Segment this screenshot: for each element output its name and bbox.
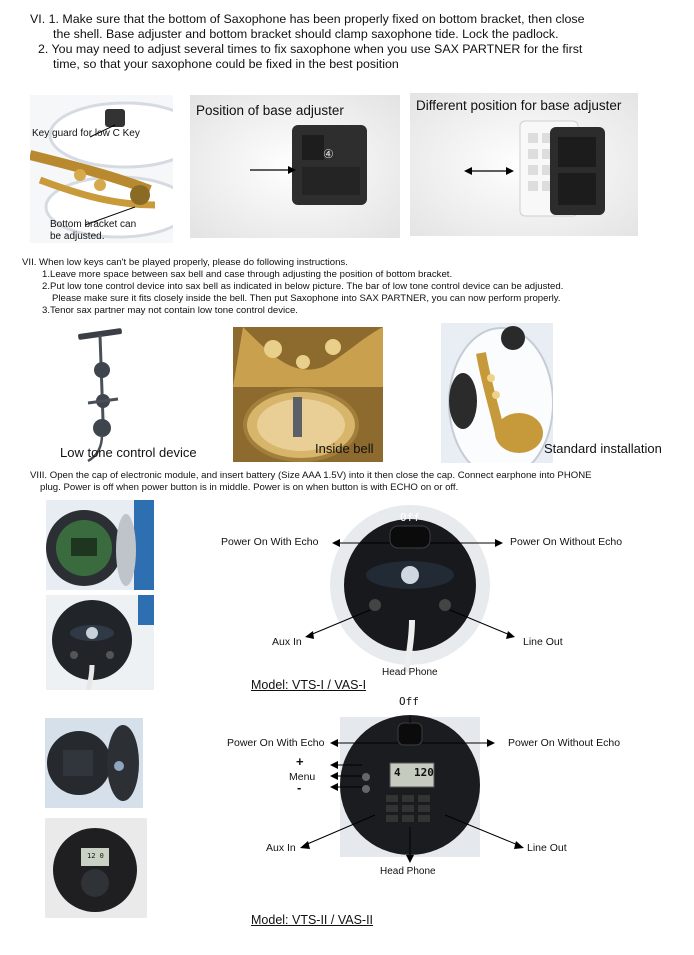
- section-7-item-2b: Please make sure it fits closely inside the bell. Then put Saxophone into SAX PARTNER, you can now perform properly.: [52, 293, 561, 304]
- module-2-menu-label: Menu: [289, 771, 316, 783]
- module-open-illustration-1: [46, 500, 154, 590]
- low-tone-device-photo: [50, 325, 220, 465]
- standard-installation-illustration: [441, 323, 553, 463]
- low-tone-device-illustration: [50, 325, 220, 465]
- module-2-head-phone-label: Head Phone: [380, 866, 436, 877]
- module-open-photo-1: [46, 500, 154, 590]
- module-open-illustration-2: [45, 718, 143, 808]
- section-7-item-2a: 2.Put low tone control device into sax bell as indicated in below picture. The bar of low tone control device can be adjusted.: [42, 281, 564, 292]
- adjuster-number: ④: [323, 147, 334, 161]
- section-7-intro: VII. When low keys can't be played properly, please do following instructions.: [22, 257, 348, 268]
- section-6-instructions: [30, 12, 670, 72]
- bracket-label-line-2: be adjusted.: [50, 231, 105, 242]
- module-2-aux-in-label: Aux In: [266, 842, 296, 854]
- different-position-title: Different position for base adjuster: [416, 98, 622, 113]
- module-1-line-out-label: Line Out: [523, 636, 563, 648]
- different-position-photo: [410, 93, 638, 236]
- key-guard-label: Key guard for low C Key: [32, 128, 140, 139]
- module-closed-illustration-2: [45, 818, 147, 918]
- module-1-off-label: Off: [400, 511, 420, 524]
- section-8-line-1: VIII. Open the cap of electronic module, and insert battery (Size AAA 1.5V) into it then close the cap. Connect earphone into PHONE: [30, 470, 592, 481]
- module-closed-illustration-1: [46, 595, 154, 690]
- module-1-model: Model: VTS-I / VAS-I: [251, 678, 367, 692]
- module-2-diagram: [200, 695, 680, 895]
- module-open-photo-2: [45, 718, 143, 808]
- different-position-illustration: [410, 93, 638, 236]
- inside-bell-label: Inside bell: [315, 441, 374, 456]
- base-adjuster-position-photo: [190, 95, 400, 238]
- module-closed-photo-1: [46, 595, 154, 690]
- standard-installation-label: Standard installation: [544, 441, 662, 456]
- section-6-line-4: time, so that your saxophone could be fixed in the best position: [53, 57, 399, 71]
- saxophone-case-photo: [30, 95, 173, 243]
- section-6-line-2: the shell. Base adjuster and bottom bracket should clamp saxophone tide. Lock the padlock.: [53, 27, 559, 41]
- standard-installation-photo: [441, 323, 553, 463]
- module-2-line-out-label: Line Out: [527, 842, 567, 854]
- base-position-title: Position of base adjuster: [196, 103, 344, 118]
- section-7-instructions: [22, 257, 682, 317]
- low-tone-device-label: Low tone control device: [60, 445, 197, 460]
- module-2-power-echo-label: Power On With Echo: [227, 737, 325, 749]
- module-1-aux-in-label: Aux In: [272, 636, 302, 648]
- section-8-instructions: [30, 470, 680, 494]
- module-2-model: Model: VTS-II / VAS-II: [251, 913, 374, 927]
- module-1-power-no-echo-label: Power On Without Echo: [510, 536, 623, 548]
- section-7-item-3: 3.Tenor sax partner may not contain low tone control device.: [42, 305, 298, 316]
- bracket-label-line-1: Bottom bracket can: [50, 219, 137, 230]
- module-1-diagram: [200, 500, 680, 680]
- module-2-minus-label: -: [297, 780, 302, 795]
- inside-bell-photo: [233, 327, 383, 462]
- section-6-line-1: VI. 1. Make sure that the bottom of Saxophone has been properly fixed on bottom bracket, then close: [30, 12, 585, 26]
- module-closed-photo-2: [45, 818, 147, 918]
- section-8-line-2: plug. Power is off when power button is in middle. Power is on when button is with ECHO on or off.: [40, 482, 459, 493]
- module-2-power-no-echo-label: Power On Without Echo: [508, 737, 621, 749]
- module-2-plus-label: +: [296, 754, 304, 769]
- section-7-item-1: 1.Leave more space between sax bell and case through adjusting the position of bottom bracket.: [42, 269, 453, 280]
- module-2-lcd-left: 4: [394, 766, 401, 779]
- module-1-power-echo-label: Power On With Echo: [221, 536, 319, 548]
- section-6-line-3: 2. You may need to adjust several times to fix saxophone when you use SAX PARTNER for the first: [38, 42, 583, 56]
- module-2-lcd-right: 120: [414, 766, 434, 779]
- module-2-off-label: Off: [399, 695, 419, 708]
- module-1-head-phone-label: Head Phone: [382, 667, 438, 678]
- small-lcd-value: 12 0: [87, 852, 104, 860]
